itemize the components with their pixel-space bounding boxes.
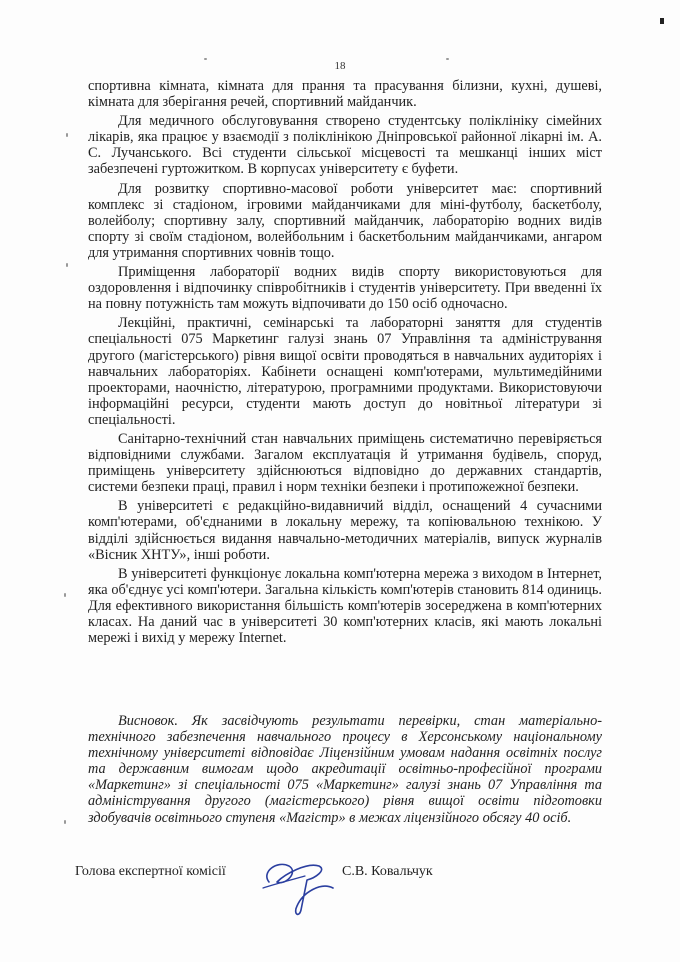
- scan-artifact: [64, 593, 66, 597]
- page-number: 18: [334, 60, 346, 72]
- paragraph: спортивна кімната, кімната для прання та прасування білизни, кухні, душеві, кімната для зберігання речей, спортивний майданчик.: [88, 78, 602, 111]
- paragraph: Для розвитку спортивно-масової роботи університет має: спортивний комплекс зі стадіоном, ігровими майданчиками для міні-футболу, баскетболу, волейболу; спортивну залу, спортивний майданчик, лабораторію водних видів спорту зі своїм стадіоном, волейбольним і баскетбольним майданчиками, ангаром для утримання спортивних човнів тощо.: [88, 180, 602, 261]
- signatory-name: С.В. Ковальчук: [342, 864, 433, 879]
- scan-artifact: [64, 820, 66, 824]
- signatory-title: Голова експертної комісії: [75, 864, 226, 879]
- document-body: [88, 78, 602, 646]
- conclusion-paragraph: Висновок. Як засвідчують результати перевірки, стан матеріально-технічного забезпечення навчального процесу в Херсонському національному технічному університеті відповідає Ліцензійним умовам надання освітніх послуг та державним вимогам щодо акредитації освітньо-професійної програми «Маркетинг» зі спеціальності 075 «Маркетинг» галузі знань 07 Управління та адміністрування другого (магістерського) рівня вищої освіти підготовки здобувачів освітнього ступеня «Магістр» в межах ліцензійного обсягу 40 осіб.: [88, 713, 602, 826]
- scan-artifact: [66, 133, 68, 137]
- handwritten-signature: [255, 852, 339, 922]
- scan-corner-mark: [660, 18, 664, 24]
- paragraph: Для медичного обслуговування створено студентську поліклініку сімейних лікарів, яка працює у взаємодії з поліклінікою Дніпровської районної лікарні ім. А. С. Лучанського. Всі студенти сільської місцевості та мешканці інших міст забезпечені гуртожитком. В корпусах університету є буфети.: [88, 113, 602, 178]
- paragraph: Приміщення лабораторії водних видів спорту використовуються для оздоровлення і відпочинку співробітників і студентів університету. При введенні їх на повну потужність там можуть відпочивати до 150 осіб одночасно.: [88, 264, 602, 313]
- signature-stroke: [267, 864, 333, 914]
- scan-artifact: [66, 263, 68, 267]
- paragraph: В університеті є редакційно-видавничий відділ, оснащений 4 сучасними комп'ютерами, об'єднаними в локальну мережу, та копіювальною технікою. У відділі здійснюється видання навчально-методичних матеріалів, випуск журналів «Вісник ХНТУ», інші роботи.: [88, 498, 602, 563]
- signature-block: [75, 860, 595, 920]
- paragraph: Санітарно-технічний стан навчальних приміщень систематично перевіряється відповідними службами. Загалом експлуатація й утримання будівель, споруд, приміщень університету здійснюються відповідно до державних стандартів, системи безпеки праці, правил і норм техніки безпеки і протипожежної безпеки.: [88, 430, 602, 496]
- paragraph: Лекційні, практичні, семінарські та лабораторні заняття для студентів спеціальності 075 Маркетинг галузі знань 07 Управління та адміністрування другого (магістерського) рівня вищої освіти проводяться в навчальних аудиторіях і навчальних лабораторіях. Кабінети оснащені комп'ютерами, мультимедійними проекторами, наочністю, літературою, програмними продуктами. Використовуючи інформаційні ресурси, студенти мають доступ до новітньої літератури зі спеціальності.: [88, 315, 602, 428]
- paragraph: В університеті функціонує локальна комп'ютерна мережа з виходом в Інтернет, яка об'єднує усі комп'ютери. Загальна кількість комп'ютерів становить 814 одиниць. Для ефективного використання більшість комп'ютерів зосереджена в комп'ютерних класах. На даний час в університеті 30 комп'ютерних класів, які мають локальні мережі і вихід у мережу Internet.: [88, 565, 602, 647]
